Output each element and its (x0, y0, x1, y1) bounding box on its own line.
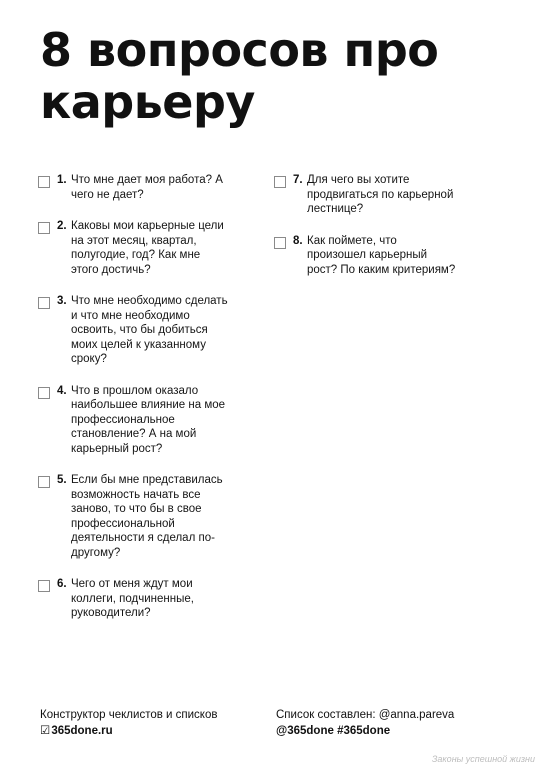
footer-site (40, 723, 217, 739)
question-text: Что мне необходимо сделать и что мне необходимо освоить, что бы добиться моих целей к указанному сроку? (71, 295, 228, 365)
question-text: Для чего вы хотите продвигаться по карьерной лестнице? (307, 174, 454, 215)
checkbox[interactable] (274, 176, 286, 188)
question-item-6 (38, 577, 253, 621)
question-text: Если бы мне представилась возможность начать все заново, то что бы в свое профессиональной деятельности я сделал по-другому? (71, 474, 223, 559)
page-title: 8 вопросов про карьеру (40, 23, 439, 129)
question-number: 6. (57, 578, 67, 590)
question-text: Что мне дает моя работа? А чего не дает? (71, 174, 223, 201)
footer-constructor-text: Конструктор чеклистов и списков (40, 709, 218, 721)
footer-right (276, 707, 454, 739)
footer-author-text: Список составлен: @anna.pareva (276, 709, 455, 721)
checkbox[interactable] (38, 476, 50, 488)
footer-left (40, 707, 217, 739)
checkbox[interactable] (38, 387, 50, 399)
question-item-8 (274, 234, 474, 278)
question-number: 5. (57, 474, 67, 486)
question-item-1 (38, 173, 253, 202)
question-item-5 (38, 473, 253, 560)
question-item-3 (38, 294, 253, 367)
question-text: Что в прошлом оказало наибольшее влияние на мое профессиональное становление? А на мой карьерный рост? (71, 384, 226, 455)
question-number: 2. (57, 220, 67, 232)
site-link[interactable]: 365done.ru (51, 725, 113, 737)
question-text: Как поймете, что произошел карьерный рост? По каким критериям? (307, 234, 456, 276)
question-number: 8. (293, 234, 303, 247)
question-text: Чего от меня ждут мои коллеги, подчиненные, руководители? (71, 578, 194, 619)
question-text: Каковы мои карьерные цели на этот месяц, квартал, полугодие, год? Как мне этого достичь? (71, 220, 224, 276)
question-number: 4. (57, 384, 67, 397)
question-number: 7. (293, 174, 303, 186)
questions-right-column (274, 173, 474, 277)
question-number: 1. (57, 174, 67, 186)
checkbox[interactable] (274, 237, 286, 249)
checkmark-icon: ☑ (40, 725, 51, 737)
checkbox[interactable] (38, 580, 50, 592)
watermark: Законы успешной жизни (431, 754, 535, 764)
checkbox[interactable] (38, 176, 50, 188)
question-item-4 (38, 384, 253, 457)
question-item-7 (274, 173, 474, 217)
questions-left-column (38, 173, 253, 621)
question-item-2 (38, 219, 253, 277)
checkbox[interactable] (38, 297, 50, 309)
footer-hashtags: @365done #365done (276, 725, 391, 737)
checkbox[interactable] (38, 222, 50, 234)
question-number: 3. (57, 295, 67, 307)
